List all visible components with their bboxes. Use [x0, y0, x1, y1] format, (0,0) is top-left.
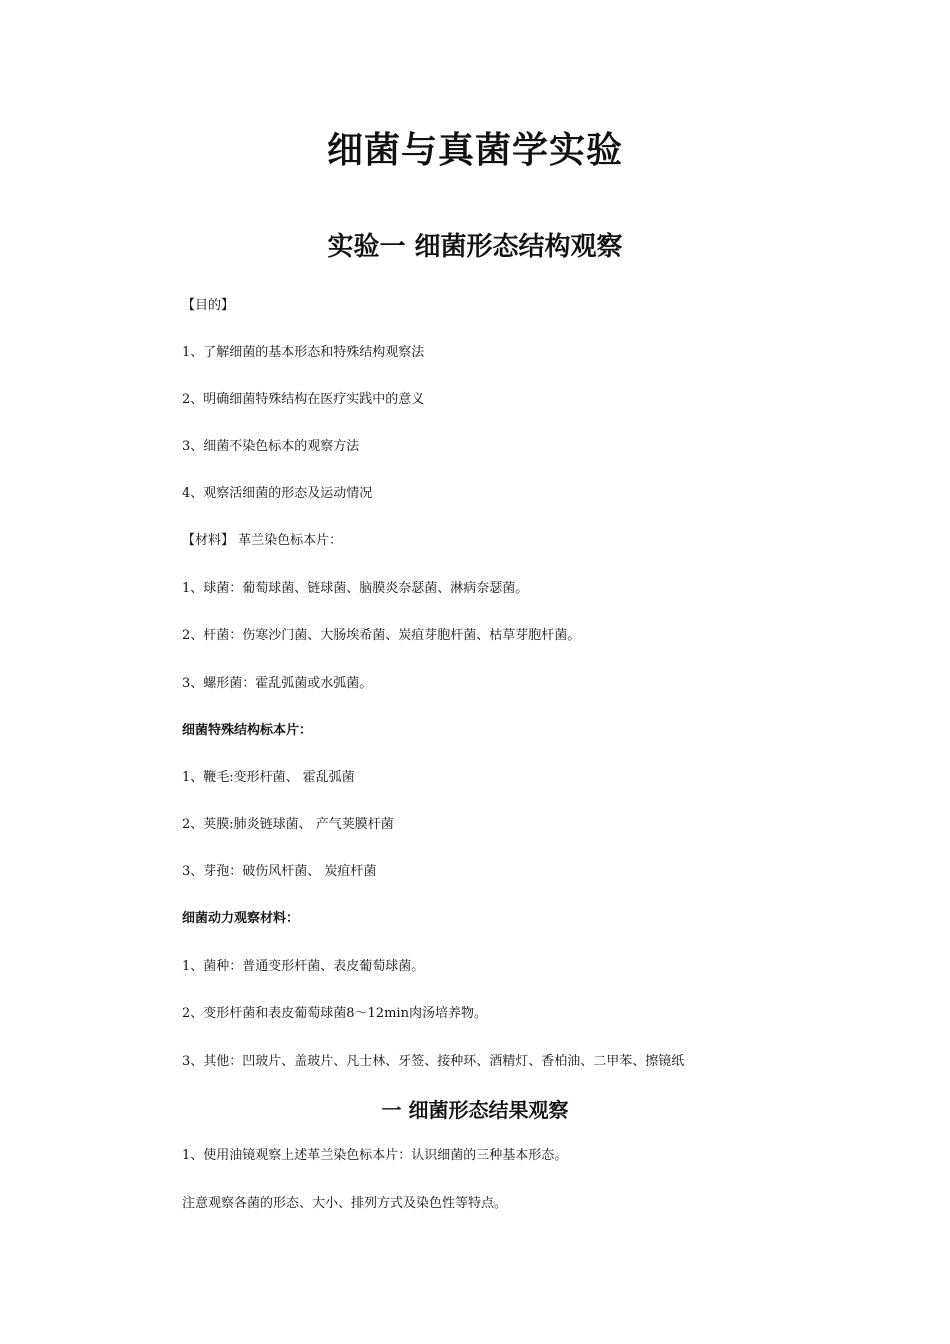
materials-item: 2、杆菌：伤寒沙门菌、大肠埃希菌、炭疽芽胞杆菌、枯草芽胞杆菌。 — [182, 628, 581, 643]
materials-item: 3、螺形菌：霍乱弧菌或水弧菌。 — [182, 676, 373, 691]
materials-heading: 【材料】 革兰染色标本片： — [182, 533, 343, 548]
document-title: 细菌与真菌学实验 — [326, 129, 623, 171]
section-title: 一 细菌形态结果观察 — [381, 1098, 569, 1122]
purpose-item: 2、明确细菌特殊结构在医疗实践中的意义 — [182, 392, 425, 407]
materials-item: 1、球菌：葡萄球菌、链球菌、脑膜炎奈瑟菌、淋病奈瑟菌。 — [182, 581, 529, 596]
purpose-item: 1、了解细菌的基本形态和特殊结构观察法 — [182, 345, 425, 360]
special-structure-heading: 细菌特殊结构标本片： — [182, 723, 313, 738]
motility-item: 1、菌种：普通变形杆菌、表皮葡萄球菌。 — [182, 959, 425, 974]
section-item: 注意观察各菌的形态、大小、排列方式及染色性等特点。 — [182, 1196, 508, 1211]
special-structure-item: 2、荚膜:肺炎链球菌、 产气荚膜杆菌 — [182, 817, 394, 832]
purpose-item: 4、观察活细菌的形态及运动情况 — [182, 486, 373, 501]
section-item: 1、使用油镜观察上述革兰染色标本片：认识细菌的三种基本形态。 — [182, 1148, 568, 1163]
special-structure-item: 1、鞭毛:变形杆菌、 霍乱弧菌 — [182, 770, 355, 785]
motility-item: 2、变形杆菌和表皮葡萄球菌8～12min肉汤培养物。 — [182, 1006, 487, 1021]
purpose-heading: 【目的】 — [182, 298, 235, 313]
motility-heading: 细菌动力观察材料： — [182, 911, 300, 926]
special-structure-item: 3、芽孢：破伤风杆菌、 炭疽杆菌 — [182, 864, 377, 879]
motility-item: 3、其他：凹玻片、盖玻片、凡士林、牙签、接种环、酒精灯、香柏油、二甲苯、擦镜纸 — [182, 1054, 685, 1069]
purpose-item: 3、细菌不染色标本的观察方法 — [182, 439, 360, 454]
experiment-title: 实验一 细菌形态结构观察 — [327, 232, 623, 262]
